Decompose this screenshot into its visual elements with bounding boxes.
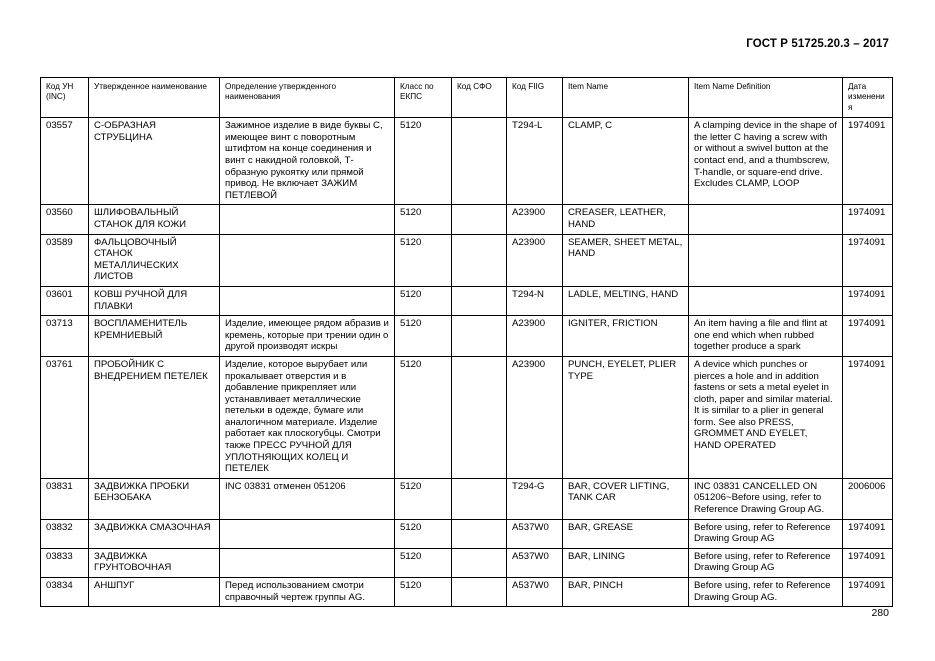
cell-fiig: A23900 <box>507 205 563 234</box>
column-header-name: Утвержденное наименование <box>89 78 220 118</box>
cell-name: ВОСПЛАМЕНИТЕЛЬ КРЕМНИЕВЫЙ <box>89 316 220 357</box>
cell-fiig: A23900 <box>507 356 563 478</box>
cell-date: 1974091 <box>843 286 893 315</box>
cell-fiig: A23900 <box>507 316 563 357</box>
cell-item-definition: Before using, refer to Reference Drawing Group AG. <box>689 578 843 607</box>
column-header-item-definition: Item Name Definition <box>689 78 843 118</box>
cell-item-definition <box>689 205 843 234</box>
table-row <box>41 234 893 286</box>
cell-date: 1974091 <box>843 205 893 234</box>
column-header-item-name: Item Name <box>563 78 689 118</box>
cell-inc: 03601 <box>41 286 89 315</box>
cell-sfo <box>452 286 507 315</box>
cell-class: 5120 <box>395 118 452 205</box>
column-header-class: Класс по ЕКПС <box>395 78 452 118</box>
cell-definition <box>220 286 395 315</box>
cell-class: 5120 <box>395 519 452 548</box>
catalog-table <box>40 77 893 607</box>
cell-name: С-ОБРАЗНАЯ СТРУБЦИНА <box>89 118 220 205</box>
cell-name: ШЛИФОВАЛЬНЫЙ СТАНОК ДЛЯ КОЖИ <box>89 205 220 234</box>
cell-inc: 03761 <box>41 356 89 478</box>
page-number: 280 <box>871 607 889 619</box>
cell-sfo <box>452 205 507 234</box>
document-id: ГОСТ Р 51725.20.3 – 2017 <box>746 38 889 50</box>
cell-item-name: IGNITER, FRICTION <box>563 316 689 357</box>
cell-name: ЗАДВИЖКА ПРОБКИ БЕНЗОБАКА <box>89 478 220 519</box>
column-header-sfo: Код СФО <box>452 78 507 118</box>
cell-sfo <box>452 234 507 286</box>
cell-item-name: PUNCH, EYELET, PLIER TYPE <box>563 356 689 478</box>
cell-definition: Перед использованием смотри справочный чертеж группы AG. <box>220 578 395 607</box>
table-row <box>41 478 893 519</box>
cell-item-name: BAR, LINING <box>563 548 689 577</box>
table-row <box>41 519 893 548</box>
cell-sfo <box>452 316 507 357</box>
cell-sfo <box>452 478 507 519</box>
column-header-inc: Код УН (INC) <box>41 78 89 118</box>
cell-inc: 03560 <box>41 205 89 234</box>
cell-class: 5120 <box>395 286 452 315</box>
cell-sfo <box>452 548 507 577</box>
cell-date: 1974091 <box>843 316 893 357</box>
cell-class: 5120 <box>395 205 452 234</box>
cell-date: 1974091 <box>843 519 893 548</box>
cell-definition: Изделие, которое вырубает или прокалывает отверстия и в добавление прикрепляет или устанавливает металлические петельки в одежде, бумаге или аналогичном материале. Изделие работает как плоскогубцы. Смотри также ПРЕСС РУЧНОЙ ДЛЯ УПЛОТНЯЮЩИХ КОЛЕЦ И ПЕТЕЛЕК <box>220 356 395 478</box>
cell-item-definition <box>689 234 843 286</box>
column-header-definition: Определение утвержденного наименования <box>220 78 395 118</box>
cell-date: 2006006 <box>843 478 893 519</box>
cell-date: 1974091 <box>843 356 893 478</box>
cell-class: 5120 <box>395 316 452 357</box>
cell-date: 1974091 <box>843 578 893 607</box>
table-row <box>41 118 893 205</box>
cell-sfo <box>452 519 507 548</box>
cell-item-definition <box>689 286 843 315</box>
cell-item-definition: INC 03831 CANCELLED ON 051206~Before using, refer to Reference Drawing Group AG. <box>689 478 843 519</box>
table-row <box>41 316 893 357</box>
cell-item-definition: A clamping device in the shape of the letter C having a screw with or without a swivel button at the contact end, and a thumbscrew, T-handle, or square-end drive. Excludes CLAMP, LOOP <box>689 118 843 205</box>
cell-inc: 03713 <box>41 316 89 357</box>
cell-definition <box>220 548 395 577</box>
cell-item-definition: An item having a file and flint at one end which when rubbed together produce a spark <box>689 316 843 357</box>
cell-fiig: A537W0 <box>507 578 563 607</box>
header-row <box>41 78 893 118</box>
cell-fiig: T294-N <box>507 286 563 315</box>
cell-inc: 03834 <box>41 578 89 607</box>
cell-date: 1974091 <box>843 548 893 577</box>
cell-item-name: BAR, COVER LIFTING, TANK CAR <box>563 478 689 519</box>
table-row <box>41 578 893 607</box>
cell-class: 5120 <box>395 578 452 607</box>
cell-inc: 03557 <box>41 118 89 205</box>
cell-fiig: T294-L <box>507 118 563 205</box>
cell-item-name: SEAMER, SHEET METAL, HAND <box>563 234 689 286</box>
cell-class: 5120 <box>395 234 452 286</box>
cell-name: ЗАДВИЖКА СМАЗОЧНАЯ <box>89 519 220 548</box>
cell-item-definition: A device which punches or pierces a hole and in addition fastens or sets a metal eyelet in cloth, paper and similar material. It is similar to a plier in general form. See also PRESS, GROMMET AND EYELET, HAND OPERATED <box>689 356 843 478</box>
cell-name: АНШПУГ <box>89 578 220 607</box>
table-row <box>41 205 893 234</box>
cell-sfo <box>452 578 507 607</box>
cell-fiig: A537W0 <box>507 548 563 577</box>
cell-date: 1974091 <box>843 118 893 205</box>
cell-definition: Изделие, имеющее рядом абразив и кремень, которые при трении один о другой производят искры <box>220 316 395 357</box>
cell-item-name: BAR, PINCH <box>563 578 689 607</box>
cell-name: КОВШ РУЧНОЙ ДЛЯ ПЛАВКИ <box>89 286 220 315</box>
cell-item-definition: Before using, refer to Reference Drawing Group AG <box>689 548 843 577</box>
cell-fiig: A537W0 <box>507 519 563 548</box>
cell-inc: 03833 <box>41 548 89 577</box>
column-header-fiig: Код FIIG <box>507 78 563 118</box>
cell-name: ЗАДВИЖКА ГРУНТОВОЧНАЯ <box>89 548 220 577</box>
cell-sfo <box>452 356 507 478</box>
cell-item-definition: Before using, refer to Reference Drawing Group AG <box>689 519 843 548</box>
cell-item-name: CLAMP, C <box>563 118 689 205</box>
cell-definition: Зажимное изделие в виде буквы С, имеющее винт с поворотным штифтом на конце соединения и винт с накидной головкой, Т-образную рукоятку или прямой привод. Не включает ЗАЖИМ ПЕТЛЕВОЙ <box>220 118 395 205</box>
table-row <box>41 548 893 577</box>
cell-name: ФАЛЬЦОВОЧНЫЙ СТАНОК МЕТАЛЛИЧЕСКИХ ЛИСТОВ <box>89 234 220 286</box>
cell-definition <box>220 205 395 234</box>
cell-item-name: BAR, GREASE <box>563 519 689 548</box>
cell-sfo <box>452 118 507 205</box>
cell-inc: 03832 <box>41 519 89 548</box>
cell-date: 1974091 <box>843 234 893 286</box>
cell-name: ПРОБОЙНИК С ВНЕДРЕНИЕМ ПЕТЕЛЕК <box>89 356 220 478</box>
cell-item-name: CREASER, LEATHER, HAND <box>563 205 689 234</box>
cell-class: 5120 <box>395 356 452 478</box>
cell-class: 5120 <box>395 478 452 519</box>
cell-definition <box>220 519 395 548</box>
table-row <box>41 286 893 315</box>
cell-definition <box>220 234 395 286</box>
column-header-date: Дата изменения <box>843 78 893 118</box>
cell-inc: 03831 <box>41 478 89 519</box>
cell-fiig: A23900 <box>507 234 563 286</box>
cell-inc: 03589 <box>41 234 89 286</box>
cell-item-name: LADLE, MELTING, HAND <box>563 286 689 315</box>
cell-definition: INC 03831 отменен 051206 <box>220 478 395 519</box>
cell-fiig: T294-G <box>507 478 563 519</box>
cell-class: 5120 <box>395 548 452 577</box>
table-row <box>41 356 893 478</box>
